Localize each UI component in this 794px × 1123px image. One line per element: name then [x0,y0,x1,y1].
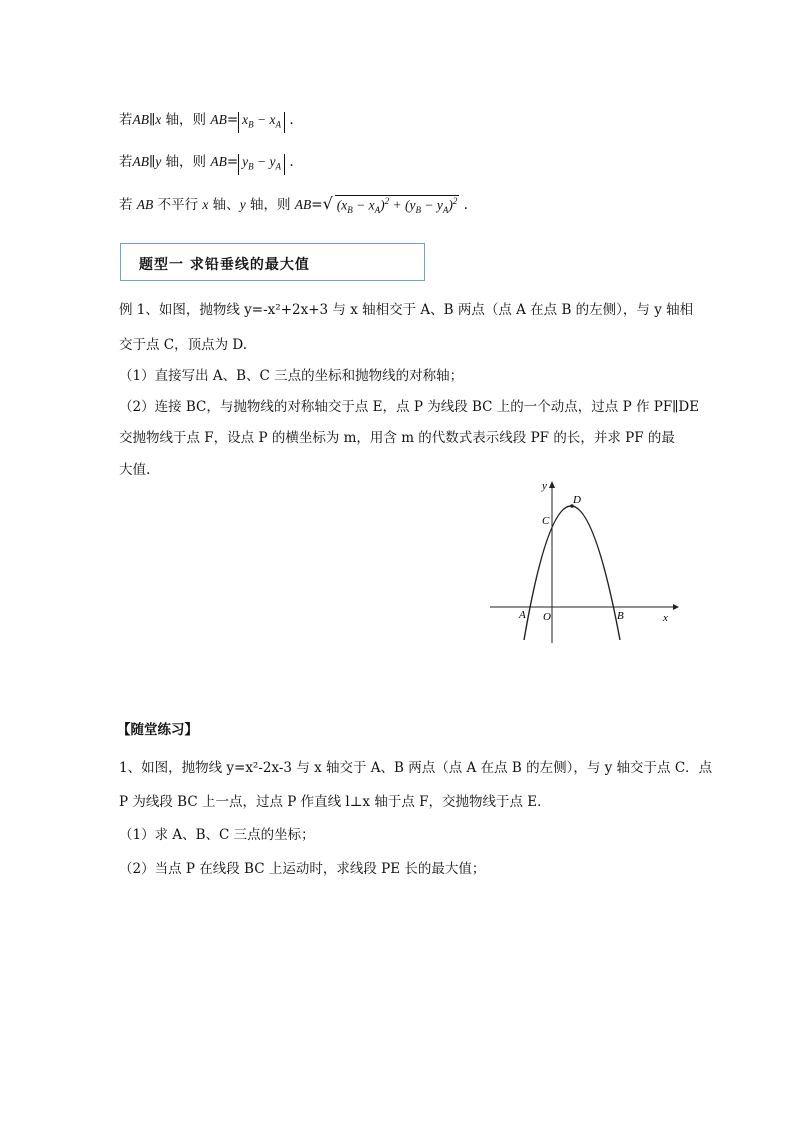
formula-text: . [289,154,294,170]
formula-parallel-y [119,150,294,175]
example-line-2: 交于点 C，顶点为 D. [119,337,248,353]
formula-var: AB [136,197,154,212]
formula-var: y [155,154,162,169]
section-title: 题型一 求铅垂线的最大值 [139,257,310,273]
parabola-curve [524,506,620,640]
formula-var: x [155,112,162,127]
x-axis-arrow [673,604,679,610]
formula-text: = [226,154,239,170]
section-title-box [120,243,425,281]
formula-text: = [311,197,323,213]
parallel-symbol: ∥ [149,112,156,128]
formula-var: AB [210,112,227,127]
formula-text: . [463,197,468,213]
abs-expression: $x_B - x_A$ [238,112,285,133]
example-question-2-line-1: （2）连接 BC，与抛物线的对称轴交于点 E，点 P 为线段 BC 上的一个动点，过点 P 作 PF∥DE [119,399,700,415]
example-question-1: （1）直接写出 A、B、C 三点的坐标和抛物线的对称轴； [119,368,464,384]
y-axis-arrow [549,481,555,488]
parallel-symbol: ∥ [149,154,156,170]
practice-line-1: 1、如图，抛物线 y=x²-2x-3 与 x 轴交于 A、B 两点（点 A 在点 B 的左侧），与 y 轴交于点 C．点 [119,760,713,776]
abs-expression: $y_B - y_A$ [238,154,285,175]
formula-parallel-x [119,108,294,133]
formula-var: AB [210,154,227,169]
practice-question-1: （1）求 A、B、C 三点的坐标； [119,827,315,843]
formula-var: x [202,197,209,212]
sqrt-expression: √ $(x_B - x_A)^2 + (y_B - y_A)^2$ [322,194,458,215]
formula-var: AB [294,197,312,212]
parabola-figure [485,475,685,645]
practice-heading: 【随堂练习】 [117,722,198,738]
formula-var: AB [132,112,149,127]
formula-text: . [289,112,294,128]
formula-text: 轴、 [208,197,240,213]
practice-question-2: （2）当点 P 在线段 BC 上运动时，求线段 PE 长的最大值； [119,861,486,877]
formula-text: 若 [119,112,133,128]
formula-text: 轴，则 [161,112,211,128]
example-question-2-line-3: 大值. [119,462,151,478]
practice-line-2: P 为线段 BC 上一点，过点 P 作直线 l⊥x 轴于点 F，交抛物线于点 E． [119,794,551,810]
formula-text: 不平行 [153,197,203,213]
label-x: x [663,612,668,624]
formula-text: 若 [119,154,133,170]
label-c: C [542,515,550,527]
label-b: B [617,610,624,622]
label-d: D [573,494,581,506]
formula-var: AB [132,154,149,169]
formula-var: y [239,197,246,212]
label-o: O [543,611,551,623]
formula-text: 轴，则 [245,197,295,213]
label-y: y [542,480,547,492]
example-line-1: 例 1、如图，抛物线 y=-x²+2x+3 与 x 轴相交于 A、B 两点（点 A 在点 B 的左侧），与 y 轴相 [119,302,694,318]
formula-text: 若 [119,197,137,213]
formula-general [119,193,468,215]
example-question-2-line-2: 交抛物线于点 F，设点 P 的横坐标为 m，用含 m 的代数式表示线段 PF 的长，并求 PF 的最 [119,430,675,446]
formula-text: = [226,112,239,128]
label-a: A [519,609,526,621]
formula-text: 轴，则 [161,154,211,170]
